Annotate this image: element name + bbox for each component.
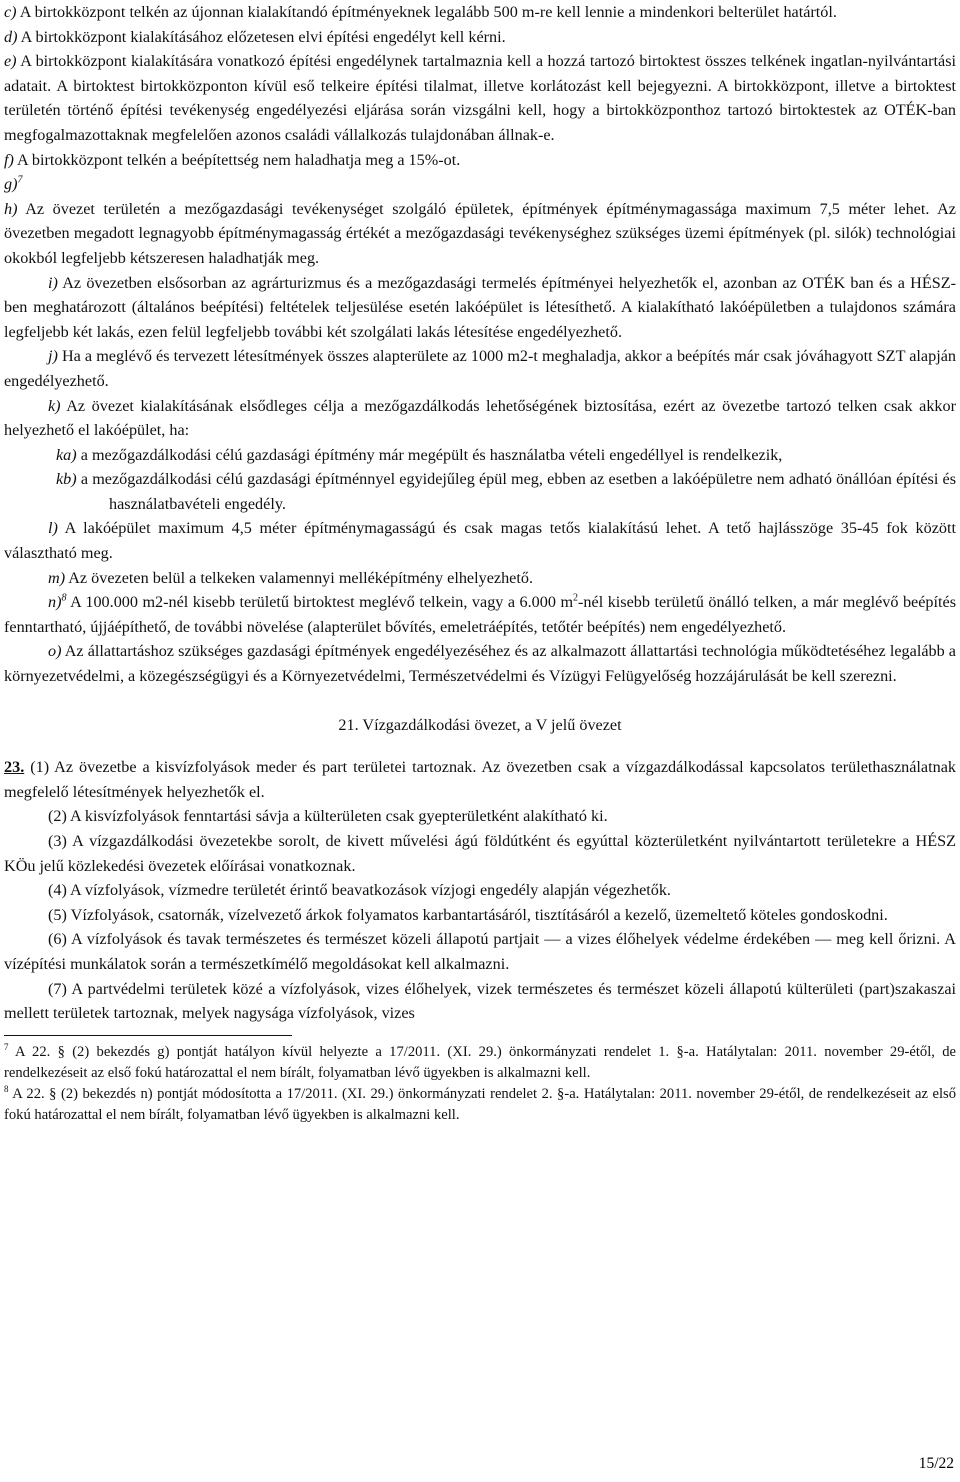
clause-n <box>4 590 956 639</box>
clause-label: c) <box>4 3 17 21</box>
clause-label: k) <box>48 396 61 415</box>
clause-label: j) <box>48 347 58 366</box>
section-23-p3: (3) A vízgazdálkodási övezetekbe sorolt, de kivett művelési ágú földútként és egyúttal közterületként nyilvántartott területekre a HÉSZ KÖu jelű közlekedési övezetek előírásai vonatkoznak. <box>4 832 956 875</box>
clause-i <box>4 271 956 345</box>
clause-text: A lakóépület maximum 4,5 méter építménymagasságú és csak magas tetős kialakítású lehet. A tető hajlásszöge 35-45 fok között választható meg. <box>4 519 956 563</box>
clause-m <box>4 566 956 591</box>
clause-label: f) <box>4 150 14 169</box>
clause-o <box>4 639 956 688</box>
clause-l <box>4 516 956 565</box>
section-23-p1 <box>4 755 956 804</box>
section-23-p5: (5) Vízfolyások, csatornák, vízelvezető árkok folyamatos karbantartásáról, tisztításáról a kezelő, üzemeltető köteles gondoskodni. <box>48 905 888 924</box>
clause-j <box>4 344 956 393</box>
clause-label: d) <box>4 27 18 46</box>
clause-label: i) <box>48 273 58 292</box>
section-number: 23. <box>4 758 25 777</box>
footnote-text: A 22. § (2) bekezdés n) pontját módosította a 17/2011. (XI. 29.) önkormányzati rendelet 2. §-a. Hatálytalan: 2011. november 29-étől, de rendelkezéseit az első fokú határozattal el nem bírált, folyamatban lévő ügyekben is alkalmazni kell. <box>4 1085 956 1123</box>
clause-text: Az övezeten belül a telkeken valamennyi melléképítmény elhelyezhető. <box>65 568 533 587</box>
clause-label: h) <box>4 199 18 218</box>
clause-label: kb) <box>56 470 77 489</box>
clause-text: A birtokközpont telkén a beépítettség nem haladhatja meg a 15%-ot. <box>13 150 461 169</box>
footnote-number: 7 <box>4 1041 9 1052</box>
clause-text: Ha a meglévő és tervezett létesítmények összes alapterülete az 1000 m2-t meghaladja, akkor a beépítés már csak jóváhagyott SZT alapján engedélyezhető. <box>4 347 956 390</box>
page-number: 15/22 <box>918 1455 954 1472</box>
clause-c <box>4 0 956 25</box>
clause-label: e) <box>4 52 17 71</box>
clause-text-cont: -nél kisebb területű önálló telken, a már meglévő beépítés fenntartható, újjáépíthető, de további növelése (alapterület bővítés, emeletráépítés, tetőtér beépítés) nem engedélyezhető. <box>4 593 956 636</box>
clause-k <box>4 394 956 443</box>
clause-g <box>4 172 956 197</box>
clause-text: Az övezet kialakításának elsődleges célja a mezőgazdálkodás lehetőségének biztosítása, ezért az övezetbe tartozó telken csak akkor helyezhető el lakóépület, ha: <box>4 396 956 440</box>
footnote-text: A 22. § (2) bekezdés g) pontját hatályon kívül helyezte a 17/2011. (XI. 29.) önkormányzati rendelet 1. §-a. Hatálytalan: 2011. november 29-étől, de rendelkezéseit az első fokú határozattal el nem bírált, folyamatban lévő ügyekben is alkalmazni kell. <box>4 1043 956 1081</box>
section-23-p6: (6) A vízfolyások és tavak természetes és természet közeli állapotú partjait — a vizes élőhelyek védelme érdekében — meg kell őrizni. A vízépítési munkálatok során a természetkímélő megoldásokat kell alkalmazni. <box>4 930 956 973</box>
clause-label: ka) <box>56 445 77 464</box>
paragraph-text: (1) Az övezetbe a kisvízfolyások meder és part területei tartoznak. Az övezetben csak a vízgazdálkodással kapcsolatos területhasználatnak megfelelő létesítmények helyezhetők el. <box>4 758 956 801</box>
footnote-divider <box>4 1035 292 1036</box>
clause-text: a mezőgazdálkodási célú gazdasági építmény már megépült és használatba vételi engedéllyel is rendelkezik, <box>76 445 783 464</box>
clause-text: A birtokközpont telkén az újonnan kialakítandó építményeknek legalább 500 m-re kell lennie a mindenkori belterület határtól. <box>16 3 837 21</box>
clause-text: A birtokközpont kialakításához előzetesen elvi építési engedélyt kell kérni. <box>17 27 506 46</box>
section-23-p7: (7) A partvédelmi területek közé a vízfolyások, vizes élőhelyek, vizek természetes és természet közeli állapotú külterületi (part)szakaszai mellett területek tartoznak, melyek nagysága vízfolyások, vizes <box>4 979 956 1023</box>
clause-text: a mezőgazdálkodási célú gazdasági építménnyel egyidejűleg épül meg, ebben az esetben a lakóépületre nem adható önállóan építési és használatbavételi engedély. <box>76 470 956 513</box>
clause-ka <box>4 443 956 468</box>
clause-label: l) <box>48 519 58 538</box>
footnote-8 <box>4 1084 956 1126</box>
clause-text: Az övezetben elsősorban az agrárturizmus és a mezőgazdasági termelés építményei helyezhetők el, azonban az OTÉK ban és a HÉSZ-ben meghatározott (általános beépítési) feltételek teljesülése esetén lakóépület is létesíthető. A kialakítható lakóépületben a tulajdonos számára legfeljebb két lakás, ezen felül legfeljebb további két szolgálati lakás létesítése engedélyezhető. <box>4 273 956 341</box>
section-23-p2: (2) A kisvízfolyások fenntartási sávja a külterületen csak gyepterületként alakítható ki. <box>48 807 608 826</box>
clause-text: Az övezet területén a mezőgazdasági tevékenységet szolgáló épületek, építmények építménymagassága maximum 7,5 méter lehet. Az övezetben megadott legnagyobb építménymagasság értékét a mezőgazdasági tevékenységhez szükséges üzemi építmények (pl. silók) technológiai okokból legfeljebb kétszeresen haladhatják meg. <box>4 199 956 267</box>
clause-e <box>4 49 956 147</box>
footnote-number: 8 <box>4 1083 9 1094</box>
clause-f <box>4 148 956 173</box>
clause-label: g) <box>4 175 18 194</box>
clause-d <box>4 25 956 50</box>
clause-text: Az állattartáshoz szükséges gazdasági építmények engedélyezéséhez és az alkalmazott állattartási technológia működtetéséhez legalább a környezetvédelmi, a közegészségügyi és a Környezetvédelmi, Természetvédelmi és Vízügyi Felügyelőség hozzájárulását be kell szerezni. <box>4 642 956 686</box>
clause-h <box>4 197 956 271</box>
section-heading: 21. Vízgazdálkodási övezet, a V jelű övezet <box>338 715 622 734</box>
footnote-ref[interactable]: 8 <box>61 592 67 604</box>
section-23-p4: (4) A vízfolyások, vízmedre területét érintő beavatkozások vízjogi engedély alapján végezhetők. <box>48 881 671 900</box>
clause-label: n) <box>48 593 62 612</box>
clause-kb <box>4 467 956 516</box>
clause-label: o) <box>48 642 62 661</box>
footnote-ref[interactable]: 7 <box>17 174 23 186</box>
clause-text: A birtokközpont kialakítására vonatkozó építési engedélynek tartalmaznia kell a hozzá tartozó birtoktest összes telkének ingatlan-nyilvántartási adatait. A birtoktest birtokközponton kívül eső telkeire építési tilalmat, illetve korlátozást kell bejegyezni. A birtokközpont, illetve a birtoktest területén történő építési tevékenység engedélyezési eljárása során vizsgálni kell, hogy a birtokközponthoz tartozó birtoktestek az OTÉK-ban megfogalmazottaknak megfelelően azonos családi vállalkozás tulajdonában állnak-e. <box>4 52 956 144</box>
clause-label: m) <box>48 568 66 587</box>
superscript: 2 <box>573 592 579 604</box>
clause-text: A 100.000 m2-nél kisebb területű birtoktest meglévő telkein, vagy a 6.000 m <box>66 593 574 612</box>
footnote-7 <box>4 1042 956 1084</box>
